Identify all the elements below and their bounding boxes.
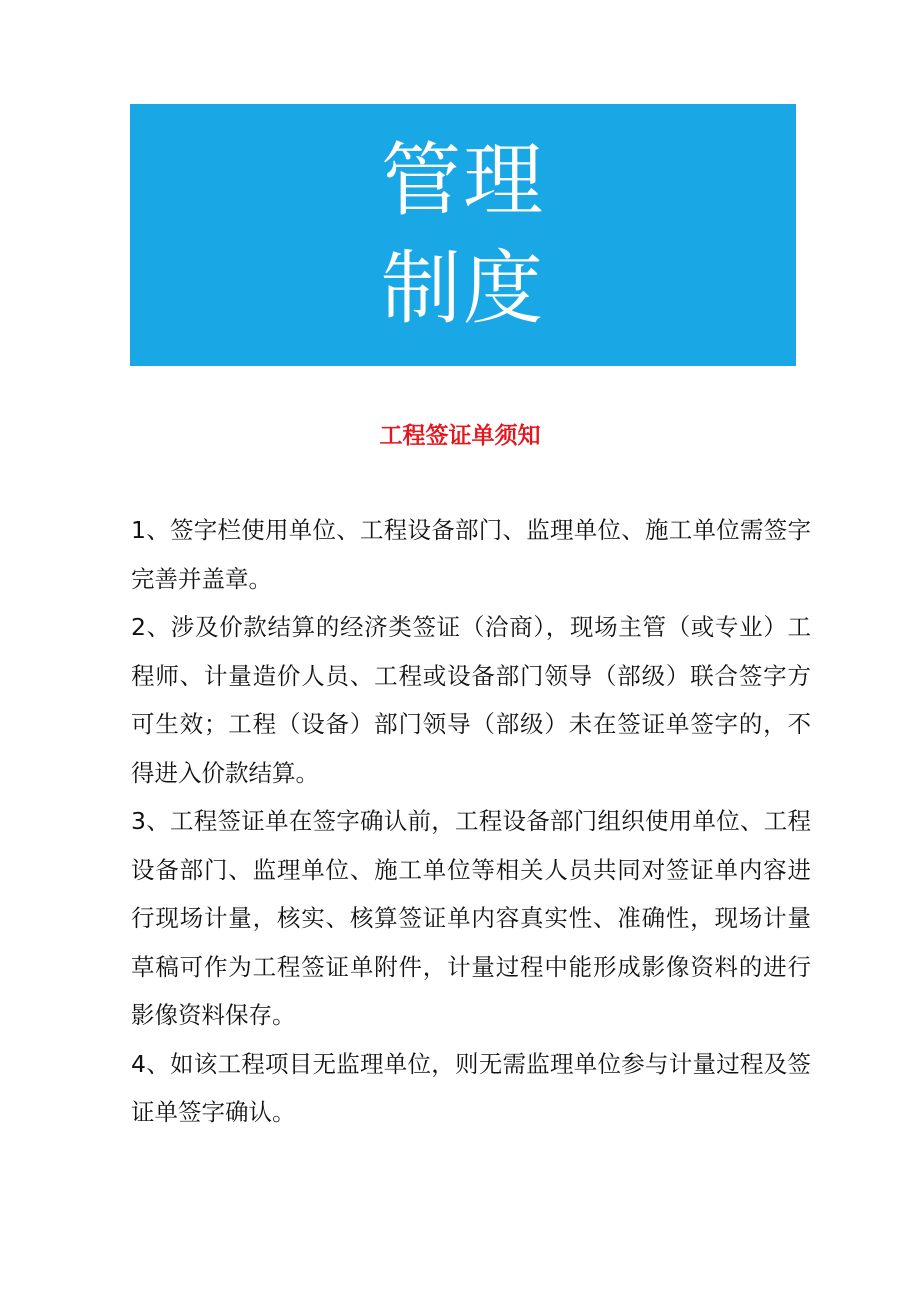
- banner-title-line-1: 管理: [381, 134, 545, 227]
- banner-title-line-2: 制度: [381, 242, 545, 335]
- document-title: 工程签证单须知: [379, 423, 541, 449]
- paragraph-1: 1、签字栏使用单位、工程设备部门、监理单位、施工单位需签字完善并盖章。: [131, 516, 811, 593]
- paragraph-4: 4、如该工程项目无监理单位，则无需监理单位参与计量过程及签证单签字确认。: [131, 1049, 811, 1126]
- document-body: [131, 506, 811, 1137]
- paragraph-2: 2、涉及价款结算的经济类签证（洽商），现场主管（或专业）工程师、计量造价人员、工程或设备部门领导（部级）联合签字方可生效；工程（设备）部门领导（部级）未在签证单签字的，不得进入价款结算。: [131, 613, 811, 787]
- title-banner: [130, 104, 796, 366]
- paragraph-3: 3、工程签证单在签字确认前，工程设备部门组织使用单位、工程设备部门、监理单位、施工单位等相关人员共同对签证单内容进行现场计量，核实、核算签证单内容真实性、准确性，现场计量草稿可作为工程签证单附件，计量过程中能形成影像资料的进行影像资料保存。: [131, 807, 811, 1029]
